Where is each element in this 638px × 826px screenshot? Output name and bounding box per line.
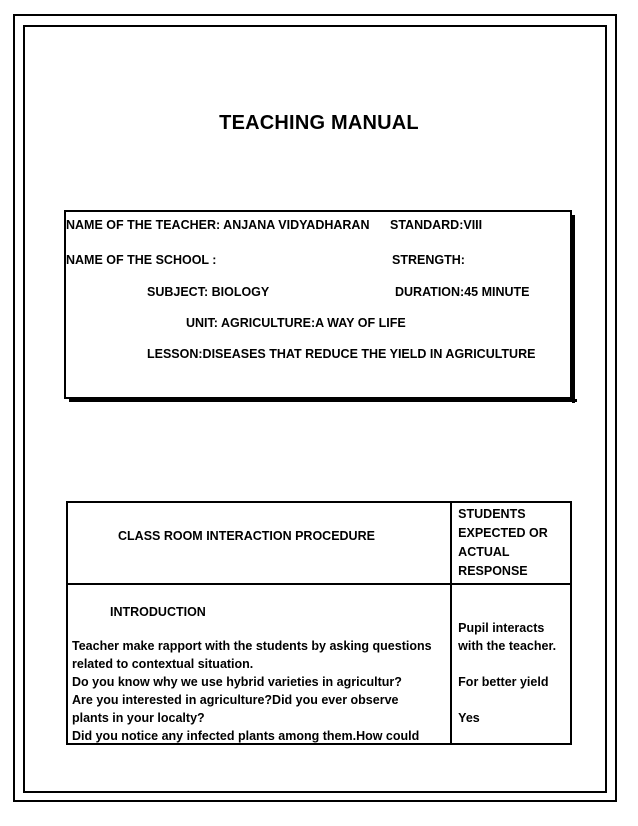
interaction-table [66,501,572,745]
table-row [67,584,571,744]
header-procedure-cell [67,502,451,584]
response-line: For better yield [458,675,549,689]
procedure-line: Are you interested in agriculture?Did you ever observe [72,693,399,707]
school-name: NAME OF THE SCHOOL : [66,253,217,267]
teacher-name: NAME OF THE TEACHER: ANJANA VIDYADHARAN [66,218,370,232]
procedure-cell [67,584,451,744]
response-line: Yes [458,711,480,725]
procedure-line: related to contextual situation. [72,657,254,671]
duration: DURATION:45 MINUTE [395,285,530,299]
procedure-line: Teacher make rapport with the students by asking questions [72,639,432,653]
procedure-line: Did you notice any infected plants among them.How could [72,729,420,743]
box-shadow-bottom [69,399,577,402]
lesson: LESSON:DISEASES THAT REDUCE THE YIELD IN AGRICULTURE [147,347,536,361]
header-response-cell [451,502,571,584]
header-response-line: STUDENTS [458,507,526,521]
table-header-row [67,502,571,584]
header-response-line: EXPECTED OR [458,526,548,540]
unit: UNIT: AGRICULTURE:A WAY OF LIFE [186,316,406,330]
response-line: Pupil interacts [458,621,545,635]
header-response-line: ACTUAL [458,545,510,559]
box-shadow-right [572,215,575,403]
response-line: with the teacher. [458,639,557,653]
section-heading: INTRODUCTION [110,605,206,619]
response-cell [451,584,571,744]
subject: SUBJECT: BIOLOGY [147,285,270,299]
header-response-line: RESPONSE [458,564,528,578]
header-procedure-label: CLASS ROOM INTERACTION PROCEDURE [118,529,375,543]
strength: STRENGTH: [392,253,465,267]
standard: STANDARD:VIII [390,218,483,232]
procedure-line: Do you know why we use hybrid varieties in agricultur? [72,675,402,689]
procedure-line: plants in your localty? [72,711,205,725]
lesson-info-box [64,210,572,399]
page-title: TEACHING MANUAL [219,112,419,134]
